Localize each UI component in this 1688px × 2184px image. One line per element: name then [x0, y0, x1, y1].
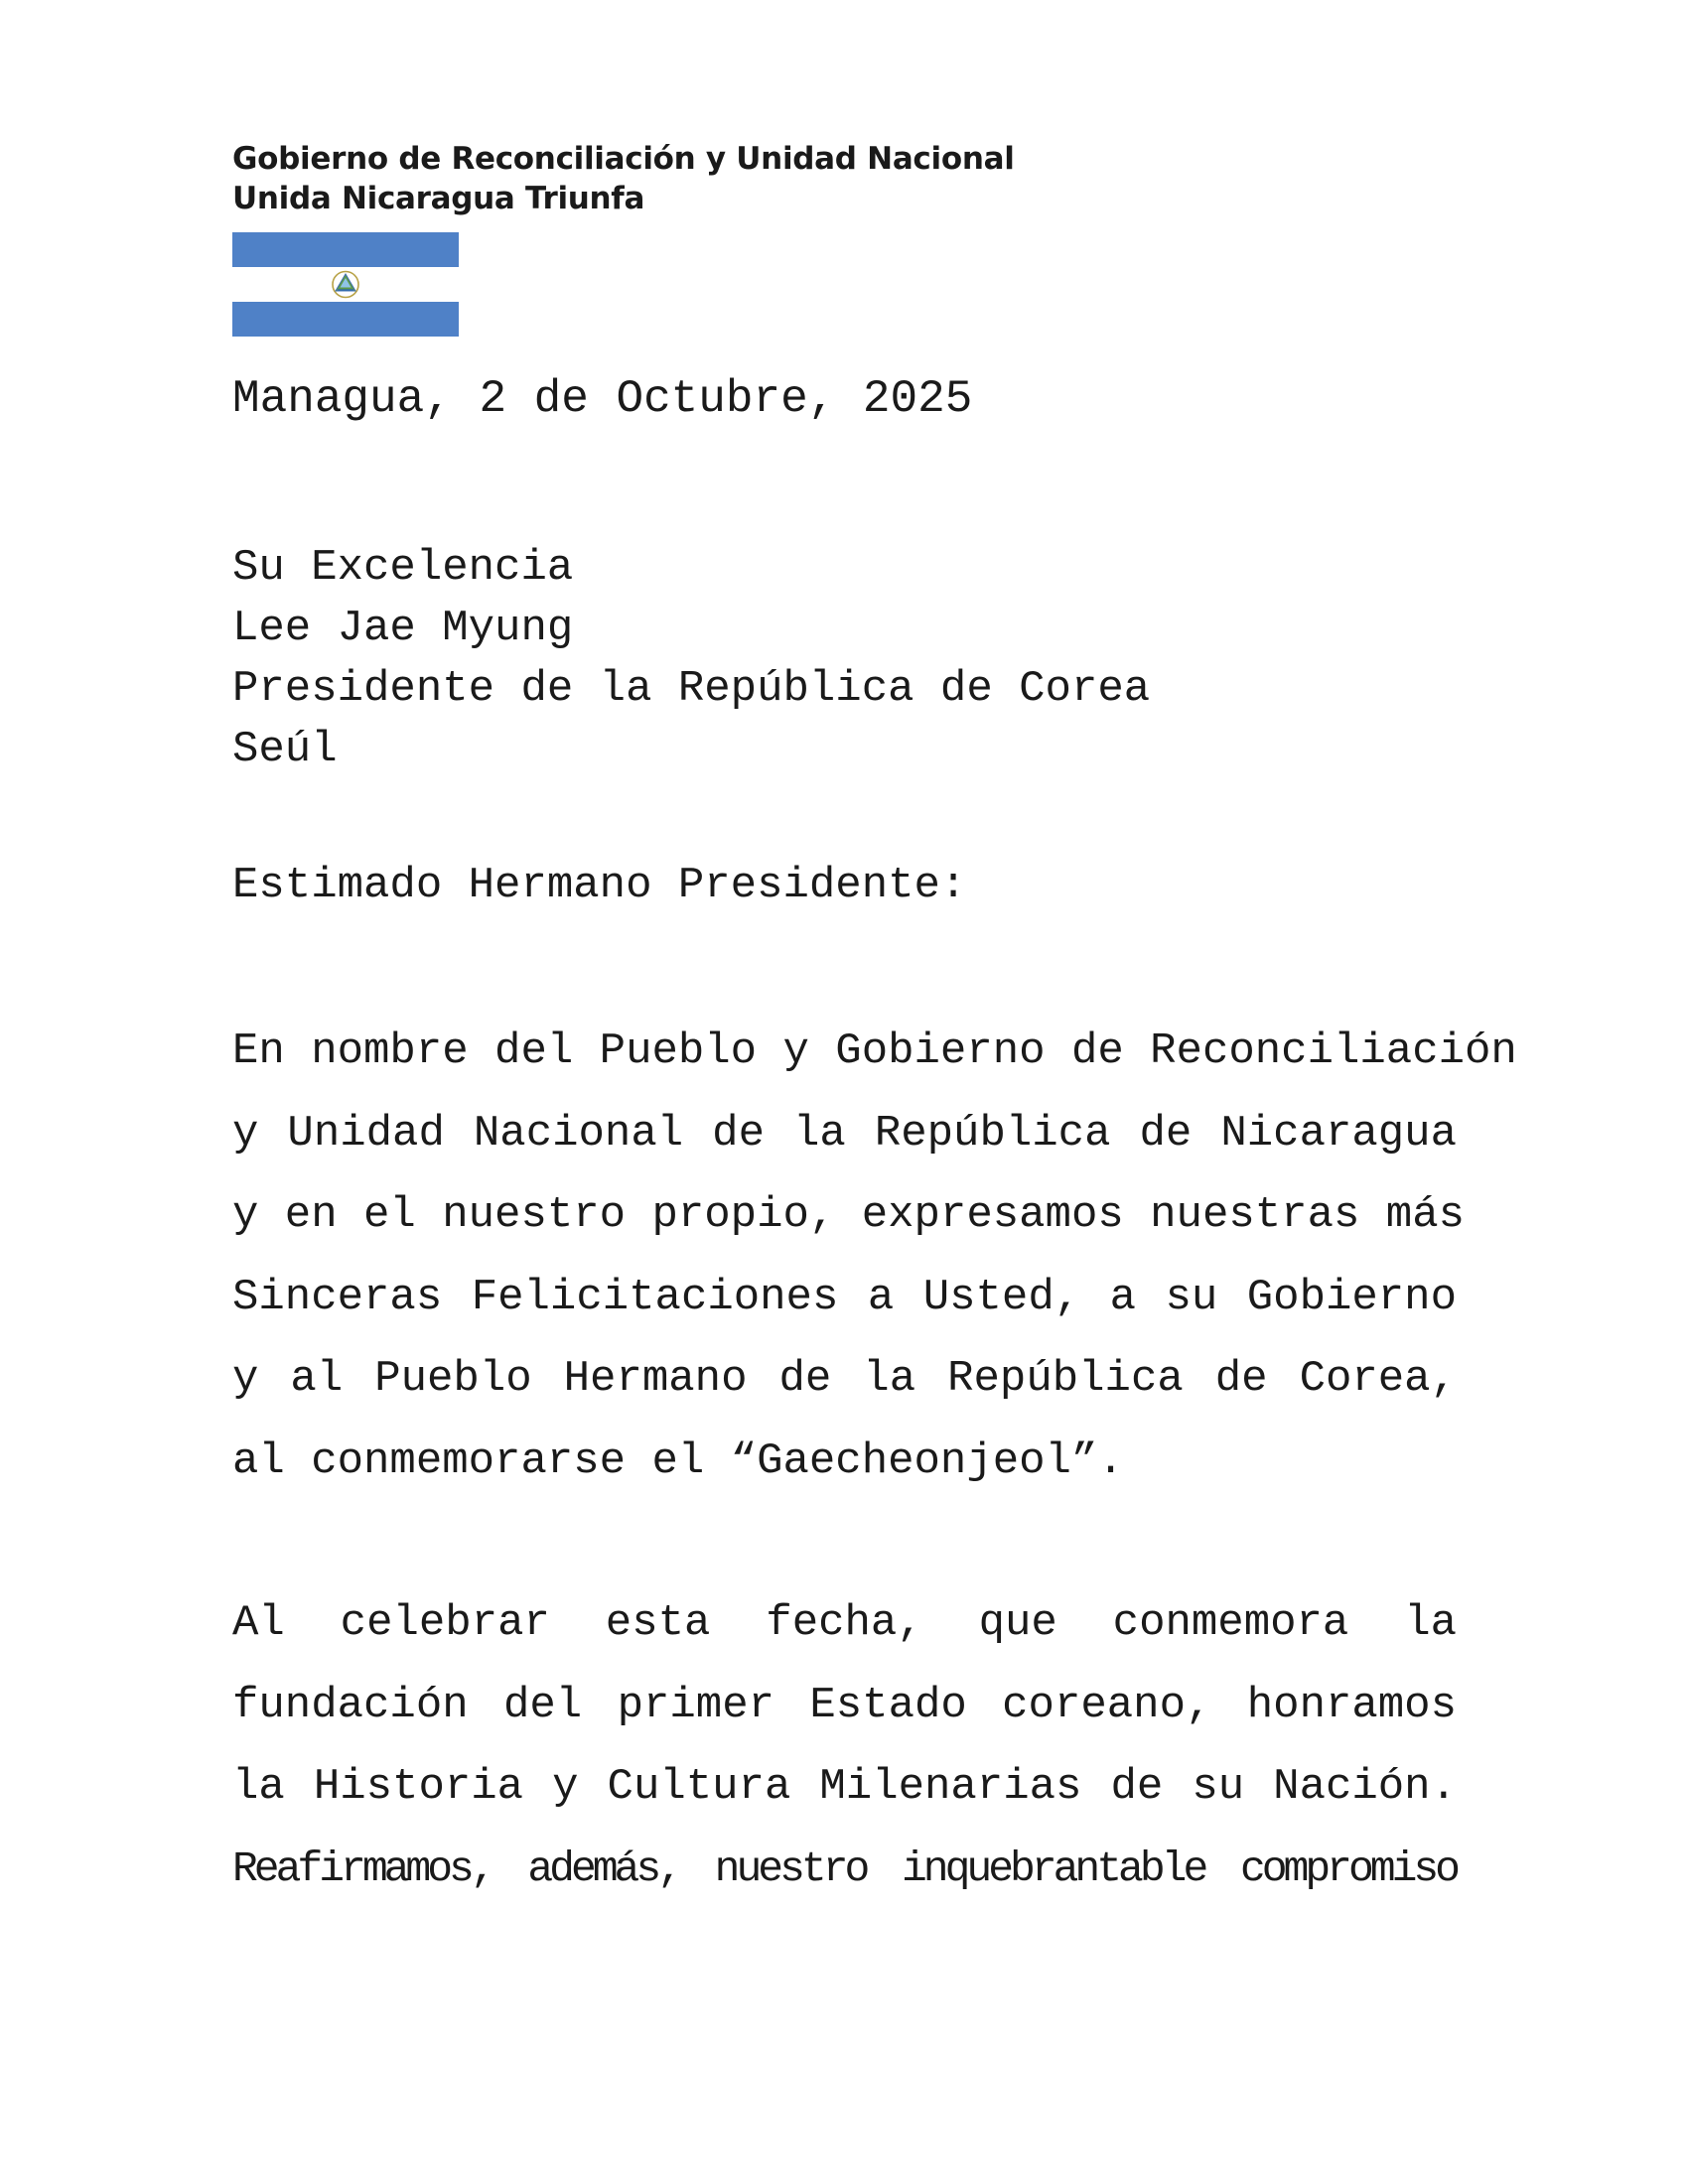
addressee-block	[232, 538, 1150, 780]
paragraph-line: fundación del primer Estado coreano, honramos	[232, 1680, 1457, 1730]
paragraph-line: y Unidad Nacional de la República de Nicaragua	[232, 1108, 1457, 1159]
letter-date: Managua, 2 de Octubre, 2025	[232, 373, 973, 425]
nicaragua-flag	[232, 232, 459, 337]
paragraph-line: En nombre del Pueblo y Gobierno de Reconciliación	[232, 1026, 1517, 1076]
salutation: Estimado Hermano Presidente:	[232, 861, 967, 910]
paragraph-line: Sinceras Felicitaciones a Usted, a su Gobierno	[232, 1272, 1457, 1322]
addressee-city: Seúl	[232, 725, 338, 774]
letterhead-government-name: Gobierno de Reconciliación y Unidad Nacional	[232, 141, 1015, 177]
paragraph-line: y en el nuestro propio, expresamos nuestras más	[232, 1190, 1466, 1240]
paragraph-line: Reafirmamos, además, nuestro inquebrantable compromiso	[232, 1843, 1457, 1893]
paragraph-line: Al celebrar esta fecha, que conmemora la	[232, 1598, 1457, 1648]
addressee-name: Lee Jae Myung	[232, 604, 574, 653]
addressee-title: Presidente de la República de Corea	[232, 664, 1151, 714]
paragraph-line: al conmemorarse el “Gaecheonjeol”.	[232, 1435, 1124, 1486]
paragraph-line: la Historia y Cultura Milenarias de su Nación.	[232, 1762, 1457, 1812]
addressee-honorific: Su Excelencia	[232, 543, 574, 593]
body-paragraph-1	[232, 1011, 1517, 1502]
letterhead	[232, 139, 1015, 218]
body-paragraph-2	[232, 1582, 1457, 1910]
paragraph-line: y al Pueblo Hermano de la República de Corea,	[232, 1354, 1457, 1404]
letterhead-slogan: Unida Nicaragua Triunfa	[232, 181, 645, 216]
